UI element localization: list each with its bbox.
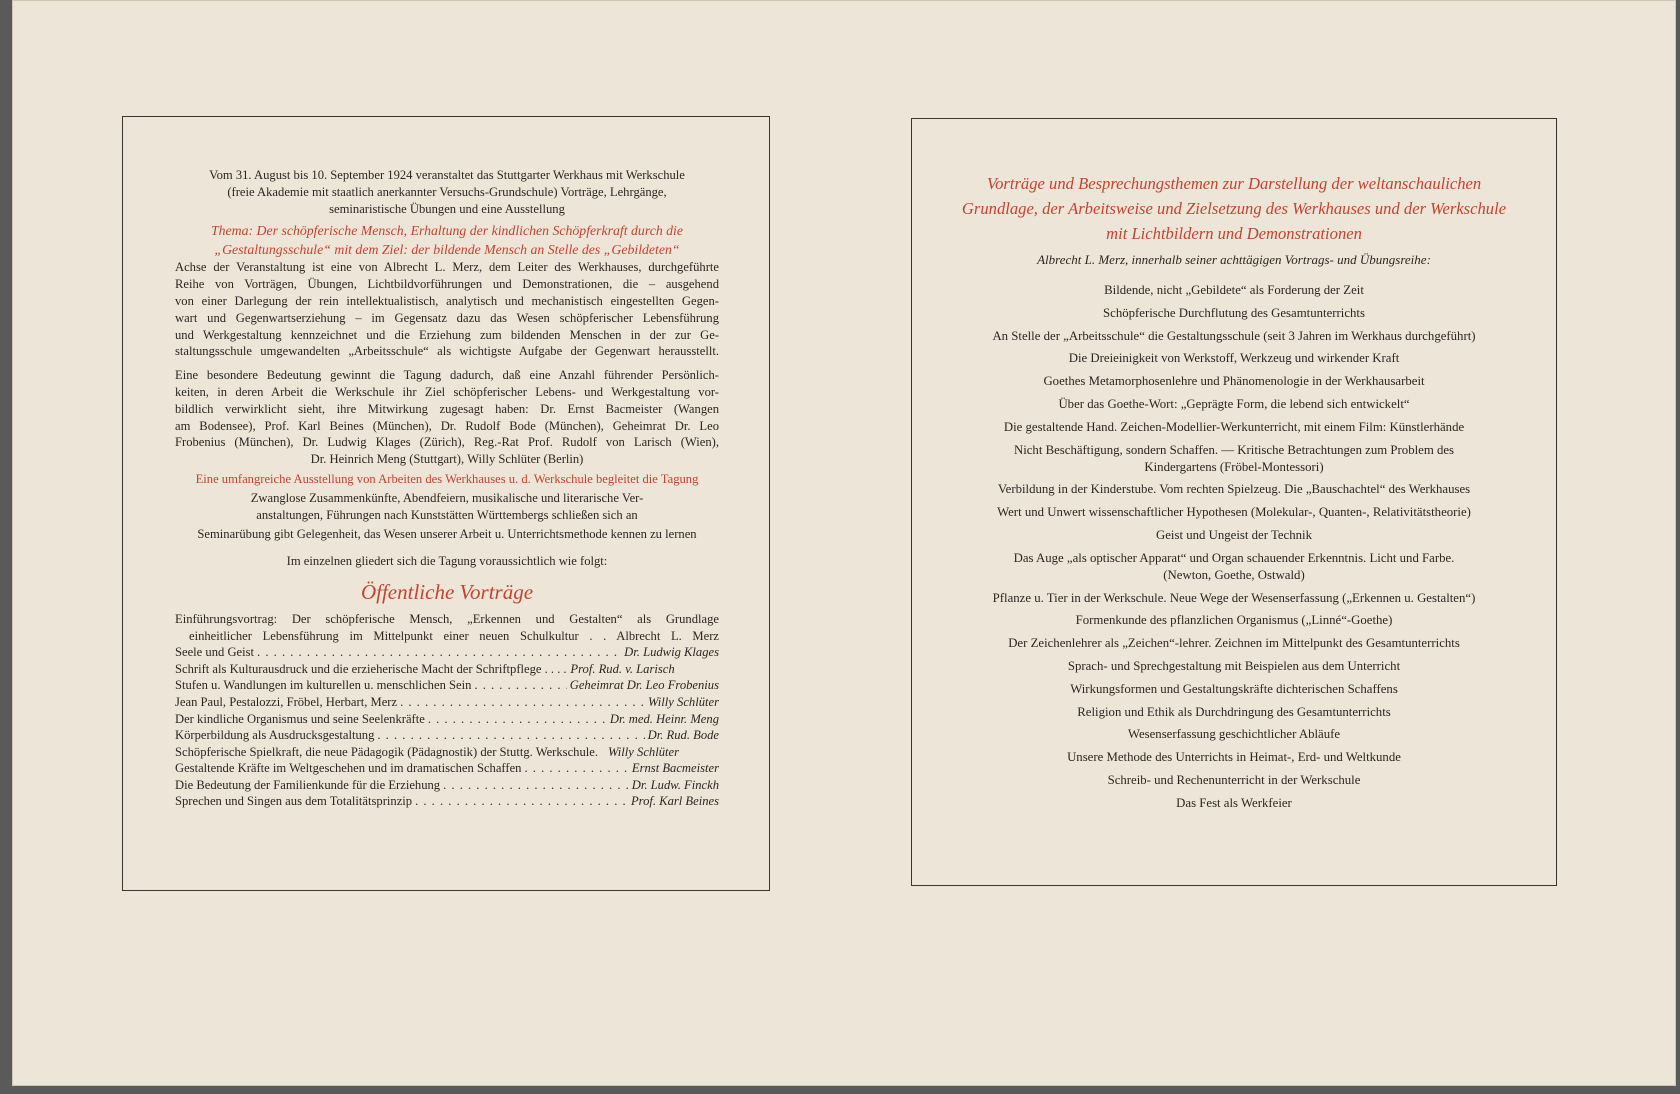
lecture-row: [175, 744, 719, 761]
lecture-row: [175, 777, 719, 794]
topic-line: Unsere Methode des Unterrichts in Heimat-, Erd- und Weltkunde: [1067, 750, 1401, 765]
leader-dots: [563, 661, 567, 678]
topic-line: Formenkunde des pflanzlichen Organismus („Linné“-Goethe): [1075, 613, 1393, 628]
lecture-row: [175, 644, 719, 661]
lecture-row: [175, 694, 719, 711]
topic-line: Der Zeichenlehrer als „Zeichen“-lehrer. Zeichnen im Mittelpunkt des Gesamtunterrichts: [1008, 636, 1460, 651]
topic-line: Über das Goethe-Wort: „Geprägte Form, die lebend sich entwickelt“: [1058, 396, 1410, 411]
lecture-title: Schöpferische Spielkraft, die neue Pädagogik (Pädagnostik) der Stuttg. Werkschule.: [175, 744, 598, 759]
topic-item: [936, 795, 1532, 812]
topic-item: [936, 527, 1532, 544]
topic-line: Religion und Ethik als Durchdringung des Gesamtunterrichts: [1077, 704, 1391, 719]
leader-dots: [257, 644, 621, 661]
lecture-row: [175, 711, 719, 728]
topic-line: Wert und Unwert wissenschaftlicher Hypothesen (Molekular-, Quanten-, Relativitätstheorie): [997, 505, 1471, 520]
leader-dots: [400, 694, 645, 711]
topic-line: Bildende, nicht „Gebildete“ als Forderung der Zeit: [1104, 283, 1364, 297]
topic-item: [936, 305, 1532, 322]
topic-line: Das Fest als Werkfeier: [1176, 795, 1292, 810]
lecture-intro: [175, 611, 719, 644]
topic-item: [936, 635, 1532, 652]
topic-line: (Newton, Goethe, Ostwald): [1163, 567, 1305, 582]
topic-item: [936, 550, 1532, 584]
topic-line: Wirkungsformen und Gestaltungskräfte dichterischen Schaffens: [1070, 681, 1398, 696]
topic-line: Nicht Beschäftigung, sondern Schaffen. — Kritische Betrachtungen zum Problem des: [1013, 442, 1455, 457]
topic-line: Verbildung in der Kinderstube. Vom rechten Spielzeug. Die „Bauschachtel“ des Werkhauses: [997, 482, 1471, 497]
lecture-speaker: Geheimrat Dr. Leo Frobenius: [569, 678, 719, 693]
theme-line: „Gestaltungsschule“ mit dem Ziel: der bildende Mensch an Stelle des „Gebildeten“: [214, 242, 680, 258]
leader-dots: [524, 760, 628, 777]
lecture-row: [175, 727, 719, 744]
text-line: und Werkgestaltung kennzeichnet und die Erziehung zum bildenden Menschen in der zur Ge-: [175, 327, 719, 342]
topic-item: [936, 373, 1532, 390]
topic-item: [936, 350, 1532, 367]
lecture-row: [175, 760, 719, 777]
lecture-speaker: Dr. Ludwig Klages: [624, 645, 719, 660]
theme-block: [175, 221, 719, 259]
topic-line: Pflanze u. Tier in der Werkschule. Neue Wege der Wesenserfassung („Erkennen u. Gestalten“): [992, 590, 1476, 605]
text-line: Eine besondere Bedeutung gewinnt die Tagung dadurch, daß eine Anzahl führender Persönlich-: [175, 368, 719, 383]
lecture-title: Jean Paul, Pestalozzi, Fröbel, Herbart, Merz: [175, 694, 398, 709]
lecture-title: Der kindliche Organismus und seine Seelenkräfte: [175, 711, 425, 726]
text-line: Zwanglose Zusammenkünfte, Abendfeiern, musikalische und literarische Ver-: [250, 490, 644, 505]
topic-item: [936, 282, 1532, 299]
topic-item: [936, 704, 1532, 721]
text-line: staltungsschule umgewandelten „Arbeitsschule“ als wichtigste Aufgabe der Gegenwart herausstellt.: [175, 344, 719, 359]
lecture-speaker: Willy Schlüter: [608, 744, 679, 759]
lecture-title: Körperbildung als Ausdrucksgestaltung: [175, 728, 375, 743]
title-line: Vorträge und Besprechungsthemen zur Darstellung der weltanschaulichen: [986, 174, 1482, 193]
theme-line: Thema: Der schöpferische Mensch, Erhaltung der kindlichen Schöpferkraft durch die: [210, 223, 684, 239]
lecture-intro-line: Einführungsvortrag: Der schöpferische Mensch, „Erkennen und Gestalten“ als Grundlage: [175, 611, 719, 626]
text-line: Achse der Veranstaltung ist eine von Albrecht L. Merz, dem Leiter des Werkhauses, durchgeführte: [175, 260, 719, 275]
right-page-frame: [911, 118, 1557, 886]
text-line: anstaltungen, Führungen nach Kunststätten Württembergs schließen sich an: [256, 507, 638, 522]
topic-line: Kindergartens (Fröbel-Montessori): [1144, 459, 1324, 474]
topic-item: [936, 681, 1532, 698]
lecture-speaker: Willy Schlüter: [648, 694, 719, 709]
intro-line: seminaristische Übungen und eine Ausstellung: [329, 201, 565, 216]
topic-item: [936, 772, 1532, 789]
topic-line: Die gestaltende Hand. Zeichen-Modellier-Werkunterricht, mit einem Film: Künstlerhände: [1003, 419, 1465, 434]
program-intro: Im einzelnen gliedert sich die Tagung voraussichtlich wie folgt:: [286, 554, 608, 569]
text-line: Frobenius (München), Dr. Ludwig Klages (Zürich), Reg.-Rat Prof. Rudolf von Larisch (Wien),: [175, 435, 719, 450]
topic-item: [936, 658, 1532, 675]
lecture-row: [175, 661, 719, 678]
lecture-title: Sprechen und Singen aus dem Totalitätsprinzip: [175, 794, 413, 809]
topic-item: [936, 442, 1532, 476]
topic-line: Das Auge „als optischer Apparat“ und Organ schauender Erkenntnis. Licht und Farbe.: [1013, 550, 1455, 565]
topic-item: [936, 749, 1532, 766]
topic-item: [936, 419, 1532, 436]
leader-dots: [474, 677, 566, 694]
topic-item: [936, 612, 1532, 629]
topic-item: [936, 726, 1532, 743]
text-line: am Bodensee), Prof. Karl Beines (München), Dr. Rudolf Bode (München), Geheimrat Dr. Leo: [175, 418, 719, 433]
topic-line: An Stelle der „Arbeitsschule“ die Gestaltungsschule (seit 3 Jahren im Werkhaus durchgeführt): [992, 328, 1476, 343]
topic-item: [936, 481, 1532, 498]
lecture-row: [175, 677, 719, 694]
text-line: wart und Gegenwartserziehung – im Gegensatz dazu das Wesen schöpferischer Lebensführung: [175, 310, 719, 325]
topic-line: Schöpferische Durchflutung des Gesamtunterrichts: [1103, 305, 1365, 320]
topic-line: Wesenserfassung geschichtlicher Abläufe: [1127, 727, 1341, 742]
lecture-list: [175, 611, 719, 810]
text-line: Reihe von Vorträgen, Übungen, Lichtbildvorführungen und Demonstrationen, die – ausgehend: [175, 277, 719, 292]
section-title: Öffentliche Vorträge: [360, 579, 534, 604]
lecture-row: [175, 793, 719, 810]
paragraph-concept: [175, 259, 719, 360]
lecture-title: Seele und Geist: [175, 645, 255, 660]
topic-line: Goethes Metamorphosenlehre und Phänomenologie in der Werkhausarbeit: [1043, 374, 1425, 389]
lecture-title: Gestaltende Kräfte im Weltgeschehen und im dramatischen Schaffen: [175, 761, 522, 776]
paragraph-participants: [175, 367, 719, 468]
left-page-frame: [122, 116, 770, 891]
leader-dots: [415, 793, 628, 810]
lecture-intro-line: einheitlicher Lebensführung im Mittelpunkt einer neuen Schulkultur . . Albrecht L. Merz: [189, 628, 719, 643]
title-line: Grundlage, der Arbeitsweise und Zielsetzung des Werkhauses und der Werkschule: [961, 199, 1507, 218]
text-line: Dr. Heinrich Meng (Stuttgart), Willy Schlüter (Berlin): [310, 452, 584, 467]
right-title: [936, 171, 1532, 246]
lecture-speaker: Ernst Bacmeister: [631, 761, 719, 776]
text-line: bildlich verwirklicht sieht, ihre Mitwirkung zugesagt haben: Dr. Ernst Bacmeister (Wangen: [175, 401, 719, 416]
lecture-title: Die Bedeutung der Familienkunde für die Erziehung: [175, 777, 441, 792]
right-subtitle: Albrecht L. Merz, innerhalb seiner achttägigen Vortrags- und Übungsreihe:: [1037, 252, 1431, 267]
title-line: mit Lichtbildern und Demonstrationen: [1106, 224, 1362, 243]
lecture-speaker: Dr. Ludw. Finckh: [631, 777, 719, 792]
text-line: keiten, in deren Arbeit die Werkschule ihr Ziel schöpferischer Lebens- und Werkgestaltung vor-: [175, 384, 719, 399]
topic-line: Die Dreieinigkeit von Werkstoff, Werkzeug und wirkender Kraft: [1068, 351, 1400, 366]
leader-dots: [428, 711, 607, 728]
lecture-speaker: Dr. med. Heinr. Meng: [609, 711, 719, 726]
topic-line: Sprach- und Sprechgestaltung mit Beispielen aus dem Unterricht: [1067, 658, 1401, 673]
program-sheet: [12, 0, 1676, 1086]
intro-line: (freie Akademie mit staatlich anerkannter Versuchs-Grundschule) Vorträge, Lehrgänge,: [227, 184, 667, 199]
topic-line: Geist und Ungeist der Technik: [1156, 527, 1312, 542]
lecture-title: Stufen u. Wandlungen im kulturellen u. menschlichen Sein: [175, 678, 472, 693]
intro-line: Vom 31. August bis 10. September 1924 veranstaltet das Stuttgarter Werkhaus mit Werkschule: [209, 168, 685, 182]
exhibition-note: Eine umfangreiche Ausstellung von Arbeiten des Werkhauses u. d. Werkschule begleitet die Tagung: [195, 471, 699, 486]
topic-item: [936, 396, 1532, 413]
topic-item: [936, 504, 1532, 521]
leader-dots: [377, 727, 644, 744]
lecture-speaker: Prof. Karl Beines: [630, 794, 719, 809]
text-line: von einer Darlegung der rein intellektualistisch, analytisch und mechanistisch eingestellten Gegen-: [175, 293, 719, 308]
lecture-title: Schrift als Kulturausdruck und die erzieherische Macht der Schriftpflege . . .: [175, 661, 561, 676]
topic-line: Schreib- und Rechenunterricht in der Werkschule: [1107, 772, 1361, 787]
paragraph-events: [175, 490, 719, 543]
topic-item: [936, 328, 1532, 345]
leader-dots: [443, 777, 629, 794]
lecture-speaker: Prof. Rud. v. Larisch: [570, 661, 675, 676]
intro-block: [175, 167, 719, 217]
text-line: Seminarübung gibt Gelegenheit, das Wesen unserer Arbeit u. Unterrichtsmethode kennen zu lernen: [197, 527, 697, 542]
lecture-speaker: Dr. Rud. Bode: [647, 728, 719, 743]
topic-item: [936, 590, 1532, 607]
topic-list: [936, 282, 1532, 812]
